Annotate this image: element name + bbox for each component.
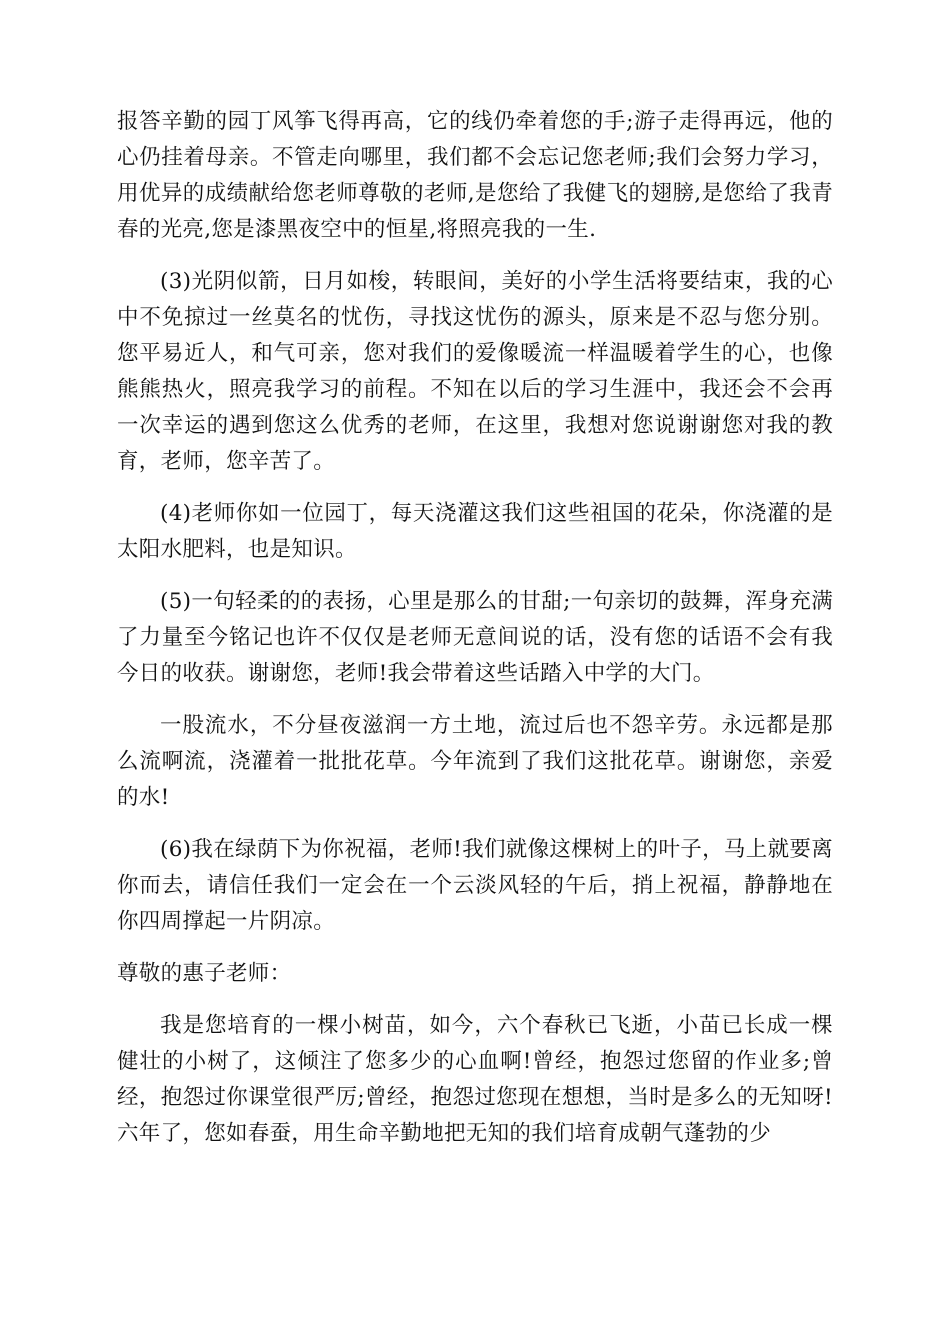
paragraph-gardener-continuation: 报答辛勤的园丁风筝飞得再高，它的线仍牵着您的手;游子走得再远，他的心仍挂着母亲。不管走向哪里，我们都不会忘记您老师;我们会努力学习，用优异的成绩献给您老师尊敬的老师,是您给了我健飞的翅膀,是您给了我青春的光亮,您是漆黑夜空中的恒星,将照亮我的一生.: [117, 109, 833, 242]
paragraph-6: (6)我在绿荫下为你祝福，老师!我们就像这棵树上的叶子，马上就要离你而去，请信任我们一定会在一个云淡风轻的午后，捎上祝福，静静地在你四周撑起一片阴凉。: [117, 837, 833, 934]
letter-salutation: 尊敬的惠子老师：: [117, 961, 292, 986]
paragraph-5: (5)一句轻柔的的表扬，心里是那么的甘甜;一句亲切的鼓舞，浑身充满了力量至今铭记也许不仅仅是老师无意间说的话，没有您的话语不会有我今日的收获。谢谢您，老师!我会带着这些话踏入中学的大门。: [117, 589, 833, 686]
paragraph-3: (3)光阴似箭，日月如梭，转眼间，美好的小学生活将要结束，我的心中不免掠过一丝莫名的忧伤，寻找这忧伤的源头，原来是不忍与您分别。您平易近人，和气可亲，您对我们的爱像暖流一样温暖着学生的心，也像熊熊热火，照亮我学习的前程。不知在以后的学习生涯中，我还会不会再一次幸运的遇到您这么优秀的老师，在这里，我想对您说谢谢您对我的教育，老师，您辛苦了。: [117, 269, 833, 474]
letter-body-paragraph: 我是您培育的一棵小树苗，如今，六个春秋已飞逝，小苗已长成一棵健壮的小树了，这倾注了您多少的心血啊!曾经，抱怨过您留的作业多;曾经，抱怨过你课堂很严厉;曾经，抱怨过您现在想想，当时是多么的无知呀!六年了，您如春蚕，用生命辛勤地把无知的我们培育成朝气蓬勃的少: [117, 1013, 833, 1146]
paragraph-4: (4)老师你如一位园丁，每天浇灌这我们这些祖国的花朵，你浇灌的是太阳水肥料，也是知识。: [117, 501, 833, 562]
document-page: [117, 104, 833, 1168]
paragraph-flowing-water: 一股流水，不分昼夜滋润一方土地，流过后也不怨辛劳。永远都是那么流啊流，浇灌着一批批花草。今年流到了我们这批花草。谢谢您，亲爱的水!: [117, 713, 833, 810]
